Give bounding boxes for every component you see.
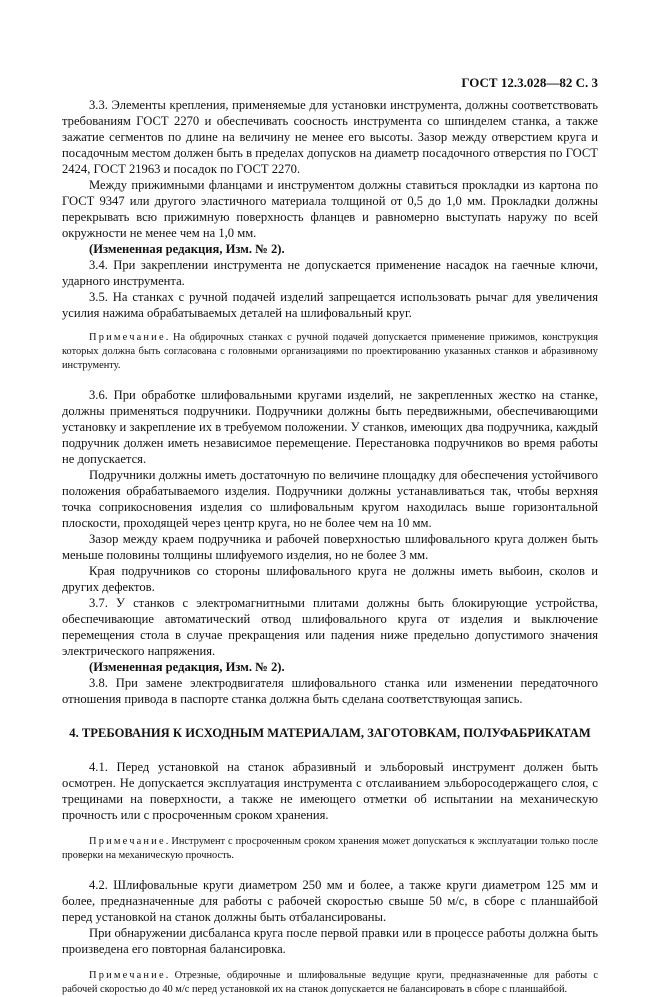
paragraph-3-6: 3.6. При обработке шлифовальными кругами изделий, не закрепленных жестко на станке, должны применяться подручники. Подручники должны быть передвижными, обеспечивающими установку и закрепление их в требуемом положении. У станков, имеющих два подручника, каждый подручник должен иметь независимое перемещение. Перестановка подручников во время работы не допускается. (62, 388, 598, 466)
note-block (62, 331, 598, 373)
note-text: . Отрезные, обдирочные и шлифовальные ведущие круги, предназначенные для работы с рабочей скоростью до 40 м/с перед установкой их на станок допускается не балансировать в сборе с планшайбой. (62, 970, 598, 995)
running-header: ГОСТ 12.3.028—82 С. 3 (461, 75, 598, 90)
paragraph-3-3: 3.3. Элементы крепления, применяемые для установки инструмента, должны соответствовать требованиям ГОСТ 2270 и обеспечивать соосность инструмента со шпинделем станка, а также зажатие сегментов по длине на величину не менее его высоты. Зазор между отверстием круга и посадочным местом должен быть в пределах допусков на диаметр посадочного отверстия по ГОСТ 2424, ГОСТ 21963 и посадок по ГОСТ 2270. (62, 98, 598, 176)
note-block (62, 835, 598, 863)
paragraph-3-5: 3.5. На станках с ручной подачей изделий запрещается использовать рычаг для увеличения усилия нажима обрабатываемых деталей на шлифовальный круг. (62, 290, 598, 320)
paragraph-3-3-gaskets: Между прижимными фланцами и инструментом должны ставиться прокладки из картона по ГОСТ 9347 или другого эластичного материала толщиной от 0,5 до 1,0 мм. Прокладки должны перекрывать всю прижимную поверхность фланцев и равномерно выступать наружу по всей окружности не менее чем на 1,0 мм. (62, 178, 598, 240)
note-text: . Инструмент с просроченным сроком хранения может допускаться к эксплуатации только после проверки на механическую прочность. (62, 836, 598, 861)
note-label: Примечание (89, 332, 166, 343)
paragraph-4-2-rebalance: При обнаружении дисбаланса круга после первой правки или в процессе работы должна быть произведена его повторная балансировка. (62, 926, 598, 956)
note-label: Примечание (89, 836, 166, 847)
note-block (62, 969, 598, 997)
paragraph-3-6-gap: Зазор между краем подручника и рабочей поверхностью шлифовального круга должен быть меньше половины толщины шлифуемого изделия, но не более 3 мм. (62, 532, 598, 562)
section-heading: 4. ТРЕБОВАНИЯ К ИСХОДНЫМ МАТЕРИАЛАМ, ЗАГОТОВКАМ, ПОЛУФАБРИКАТАМ (69, 726, 591, 740)
amendment-note: (Измененная редакция, Изм. № 2). (89, 660, 285, 674)
paragraph-3-6-edges: Края подручников со стороны шлифовального круга не должны иметь выбоин, сколов и других дефектов. (62, 564, 598, 594)
paragraph-3-7: 3.7. У станков с электромагнитными плитами должны быть блокирующие устройства, обеспечивающие автоматический отвод шлифовального круга от изделия и выключение перемещения стола в случае прекращения или падения ниже предельно допустимого значения электрического напряжения. (62, 596, 598, 658)
note-text: . На обдирочных станках с ручной подачей допускается применение прижимов, конструкция которых должна быть согласована с головными организациями по проектированию указанных станков и абразивному инструменту. (62, 332, 598, 371)
paragraph-4-1: 4.1. Перед установкой на станок абразивный и эльборовый инструмент должен быть осмотрен. Не допускается эксплуатация инструмента с отслаиванием эльборосодержащего слоя, с трещинами на поверхности, а также не имеющего отметки об испытании на механическую прочность или с просроченным сроком хранения. (62, 760, 598, 822)
paragraph-3-6-platform: Подручники должны иметь достаточную по величине площадку для обеспечения устойчивого положения обрабатываемого изделия. Подручники должны устанавливаться так, чтобы верхняя точка соприкосновения изделия со шлифовальным кругом находилась выше горизонтальной плоскости, проходящей через центр круга, но не более чем на 10 мм. (62, 468, 598, 530)
paragraph-4-2: 4.2. Шлифовальные круги диаметром 250 мм и более, а также круги диаметром 125 мм и более, предназначенные для работы с рабочей скоростью свыше 50 м/с, в сборе с планшайбой перед установкой на станок должны быть отбалансированы. (62, 878, 598, 924)
paragraph-3-8: 3.8. При замене электродвигателя шлифовального станка или изменении передаточного отношения привода в паспорте станка должна быть сделана соответствующая запись. (62, 676, 598, 706)
note-label: Примечание (89, 970, 166, 981)
paragraph-3-4: 3.4. При закреплении инструмента не допускается применение насадок на гаечные ключи, ударного инструмента. (62, 258, 598, 288)
amendment-note: (Измененная редакция, Изм. № 2). (89, 242, 285, 256)
document-body (62, 97, 598, 997)
